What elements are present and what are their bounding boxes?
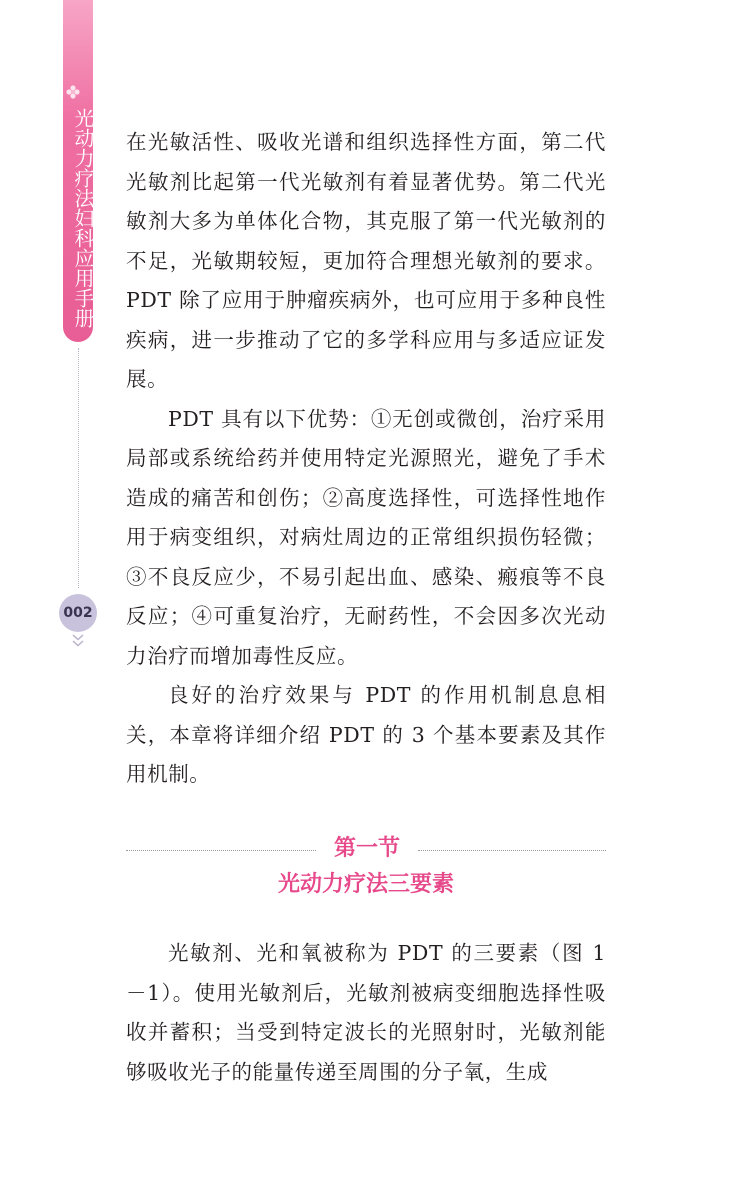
paragraph: PDT 具有以下优势：①无创或微创，治疗采用局部或系统给药并使用特定光源照光，避免了手术造成的痛苦和创伤；②高度选择性，可选择性地作用于病变组织，对病灶周边的正常组织损伤轻微；③不良反应少，不易引起出血、感染、瘢痕等不良反应；④可重复治疗，无耐药性，不会因多次光动力治疗而增加毒性反应。 xyxy=(126,406,606,668)
paragraph: 在光敏活性、吸收光谱和组织选择性方面，第二代光敏剂比起第一代光敏剂有着显著优势。第二代光敏剂大多为单体化合物，其克服了第一代光敏剂的不足，光敏期较短，更加符合理想光敏剂的要求。PDT 除了应用于肿瘤疾病外，也可应用于多种良性疾病，进一步推动了它的多学科应用与多适应证发展。 xyxy=(126,130,606,391)
page-number: 002 xyxy=(59,594,97,632)
section-text xyxy=(126,934,606,1092)
flower-icon xyxy=(65,84,81,100)
main-text xyxy=(126,123,606,795)
section-title: 光动力疗法三要素 xyxy=(277,872,454,897)
side-divider xyxy=(78,348,79,588)
section-number: 第一节 xyxy=(333,836,400,861)
paragraph: 良好的治疗效果与 PDT 的作用机制息息相关，本章将详细介绍 PDT 的 3 个基本要素及其作用机制。 xyxy=(126,683,606,786)
side-tab xyxy=(63,0,93,342)
divider xyxy=(418,850,606,851)
double-chevron-down-icon xyxy=(70,634,86,648)
section-heading xyxy=(126,832,606,902)
divider xyxy=(126,850,316,851)
paragraph: 光敏剂、光和氧被称为 PDT 的三要素（图 1－1）。使用光敏剂后，光敏剂被病变细胞选择性吸收并蓄积；当受到特定波长的光照射时，光敏剂能够吸收光子的能量传递至周围的分子氧，生成 xyxy=(126,941,606,1084)
book-title: 光动力疗法妇科应用手册 xyxy=(71,108,95,328)
